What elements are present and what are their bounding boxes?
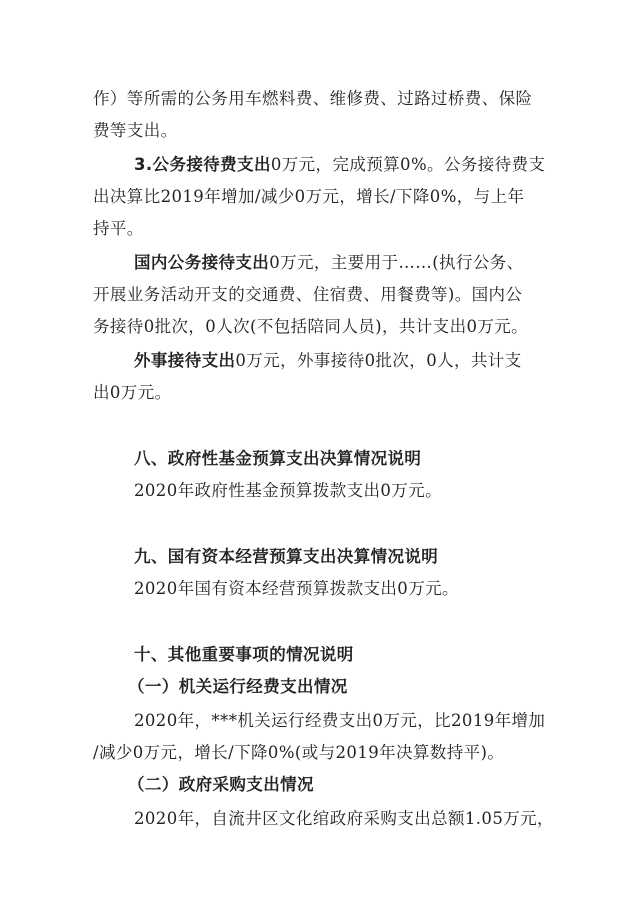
body-text-line: 持平。 xyxy=(93,219,144,238)
body-text-line: 费等支出。 xyxy=(93,121,178,140)
body-text: 0万元，主要用于……(执行公务、 xyxy=(269,253,524,272)
bold-heading: 外事接待支出 xyxy=(134,351,236,370)
body-text-line: /减少0万元，增长/下降0%(或与2019年决算数持平)。 xyxy=(93,743,505,762)
paragraph-line xyxy=(134,154,545,176)
body-text-line: 作）等所需的公务用车燃料费、维修费、过路过桥费、保险 xyxy=(93,89,533,108)
body-text-line: 出决算比2019年增加/减少0万元，增长/下降0%，与上年 xyxy=(93,187,525,206)
body-text-line: 2020年政府性基金预算拨款支出0万元。 xyxy=(134,481,442,500)
body-text-line: 务接待0批次，0人次(不包括陪同人员)，共计支出0万元。 xyxy=(93,317,529,336)
section-heading: 八、政府性基金预算支出决算情况说明 xyxy=(134,449,422,468)
subsection-heading: （一）机关运行经费支出情况 xyxy=(128,677,348,696)
body-text-line: 2020年，自流井区文化绾政府采购支出总额1.05万元， xyxy=(134,809,554,828)
body-text-line: 开展业务活动开支的交通费、住宿费、用餐费等)。国内公 xyxy=(93,285,523,304)
section-heading: 九、国有资本经营预算支出决算情况说明 xyxy=(134,547,439,566)
body-text-line: 2020年，***机关运行经费支出0万元，比2019年增加 xyxy=(134,711,546,730)
bold-heading: 国内公务接待支出 xyxy=(134,253,270,272)
body-text: 0万元，完成预算0%。公务接待费支 xyxy=(270,155,546,174)
paragraph-line xyxy=(134,252,524,274)
body-text-line: 出0万元。 xyxy=(93,383,172,402)
body-text-line: 2020年国有资本经营预算拨款支出0万元。 xyxy=(134,579,459,598)
body-text: 0万元，外事接待0批次，0人，共计支 xyxy=(235,351,522,370)
section-heading: 十、其他重要事项的情况说明 xyxy=(134,645,354,664)
bold-heading: 3.公务接待费支出 xyxy=(134,155,271,174)
paragraph-line xyxy=(134,350,522,372)
subsection-heading: （二）政府采购支出情况 xyxy=(128,775,314,794)
